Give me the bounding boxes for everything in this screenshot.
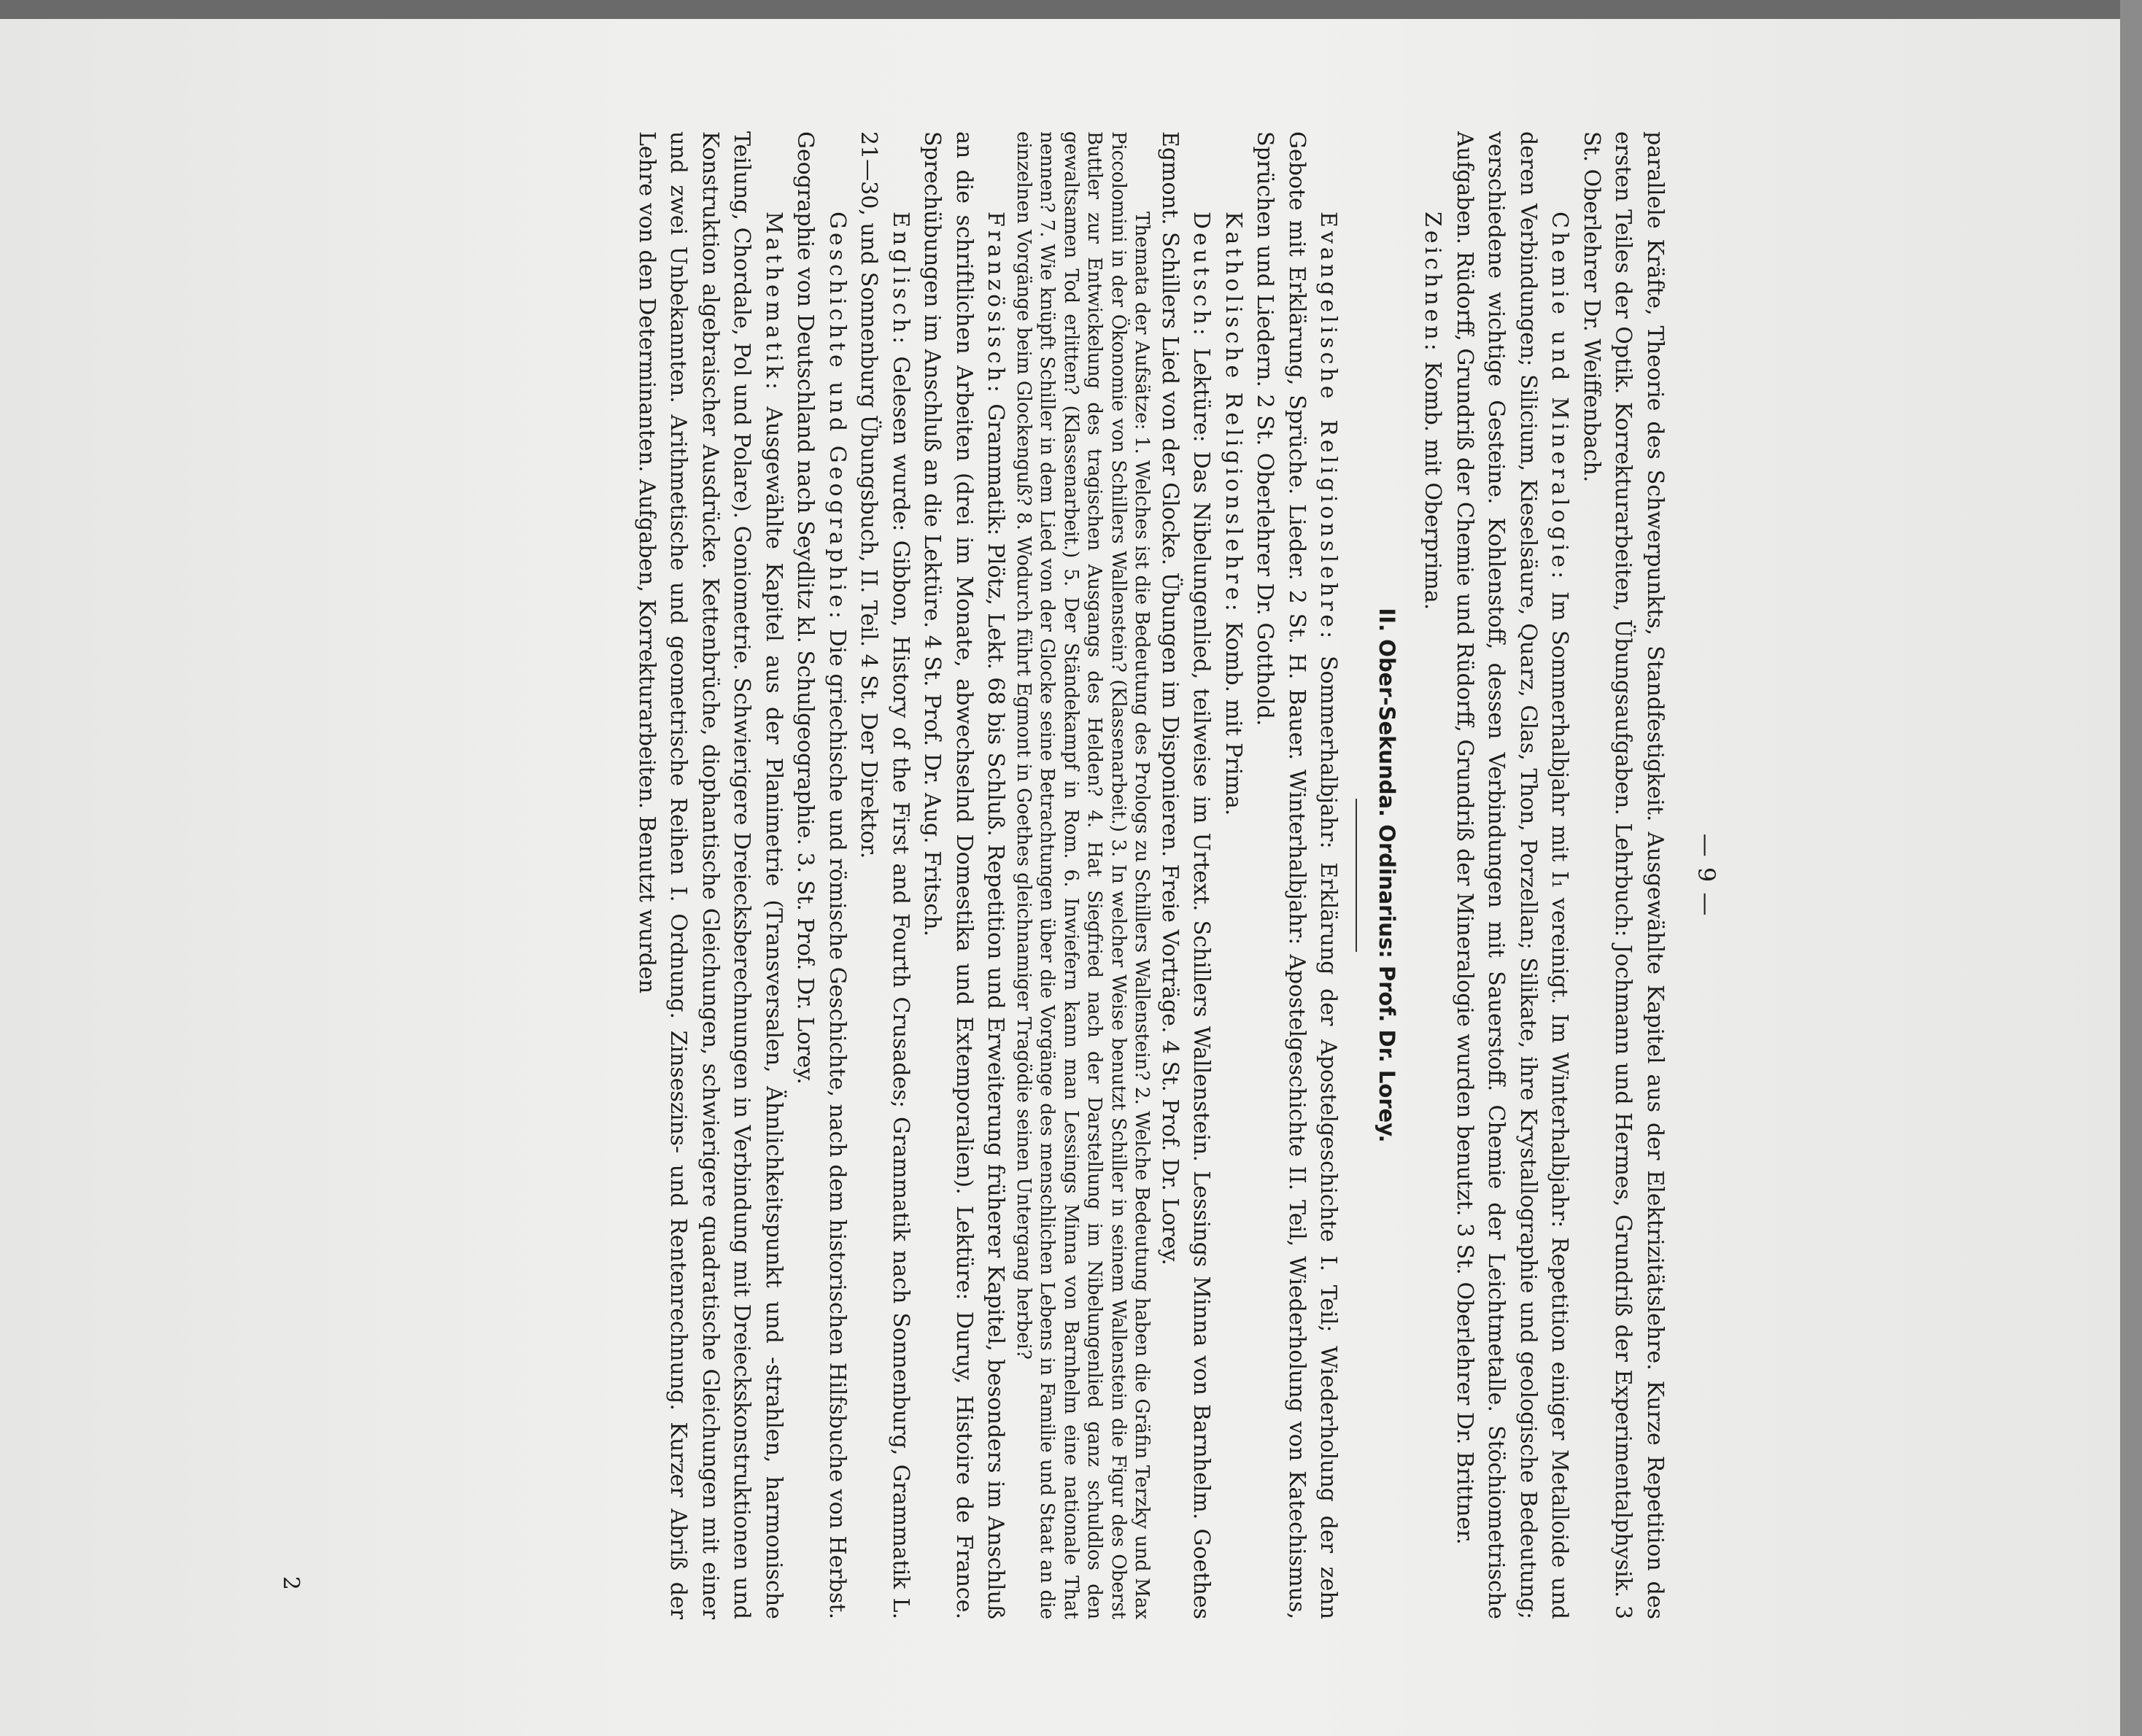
drawing-paragraph [1417,131,1449,1619]
german-text: Lektüre: Das Nibelungenlied, teilweise im Urtext. Schillers Wallenstein. Lessings Minna von Barnhelm. Goethes Egmont. Schillers Lied von der Glocke. Übungen im Disponieren. Freie Vorträge. 4 St. Prof. Dr. Lorey. [1157,131,1215,1619]
chemistry-label: Chemie und Mineralogie: [1547,212,1573,583]
french-text: Grammatik: Plötz, Lekt. 68 bis Schluß. Repetition und Erweiterung früherer Kapitel, besonders im Anschluß an die schriftlichen Arbeiten (drei im Monate, abwechselnd Domestika und Extemporalien). Lektüre: Duruy, Histoire de France. Sprechübungen im Anschluß an die Lektüre. 4 St. Prof. Dr. Aug. Fritsch. [919,131,1009,1619]
heading-rule [1356,799,1358,952]
french-label: Französisch: [983,212,1009,396]
drawing-label: Zeichnen: [1420,212,1446,354]
physics-paragraph: parallele Kräfte, Theorie des Schwerpunkts, Standfestigkeit. Ausgewählte Kapitel aus der Elektrizitätslehre. Kurze Repetition des ersten Teiles der Optik. Korrekturarbeiten, Übungsaufgaben. Lehrbuch: Jochmann und Hermes, Grundriß der Experimentalphysik. 3 St. Oberlehrer Dr. Weiffenbach. [1579,131,1668,1619]
history-geography-paragraph [789,131,853,1619]
page-body [631,131,1671,1619]
french-paragraph [916,131,1012,1619]
signature-mark: 2 [278,1576,303,1590]
essay-topics-paragraph: Themata der Aufsätze: 1. Welches ist die Bedeutung des Prologs zu Schillers Wallenstein? 2. Welche Bedeutung haben die Gräfin Terzky und Max Piccolomini in der Ökonomie von Schillers Wallenstein? (Klassenarbeit.) 3. In welcher Weise benutzt Schiller in seinem Wallenstein die Figur des Oberst Buttler zur Entwickelung des tragischen Ausgangs des Helden? 4. Hat Siegfried nach der Darstellung im Nibelungenlied ganz schuldlos den gewaltsamen Tod erlitten? (Klassenarbeit.) 5. Der Ständekampf in Rom. 6. Inwiefern kann man Lessings Minna von Barnhelm eine nationale That nennen? 7. Wie knüpft Schiller in dem Lied von der Glocke seine Betrachtungen über die Vorgänge des menschlichen Lebens in Familie und Staat an die einzelnen Vorgänge beim Glockenguß? 8. Wodurch führt Egmont in Goethes gleichnamiger Tragödie seinen Untergang herbei? [1013,131,1153,1619]
scan-border-right [2120,0,2142,1736]
page-number: — 9 — [1693,833,1720,918]
mathematics-text: Ausgewählte Kapitel aus der Planimetrie (Transversalen, Ähnlichkeitspunkt und -strahlen, harmonische Teilung, Chordale, Pol und Polare). Goniometrie. Schwierigere Dreiecksberechnungen in Verbindung mit Dreieckskonstruktionen und Konstruktion algebraischer Ausdrücke. Kettenbrüche, diophantische Gleichungen, schwierigere quadratische Gleichungen mit einer und zwei Unbekannten. Arithmetische und geometrische Reihen I. Ordnung. Zinseszins- und Rentenrechnung. Kurzer Abriß der Lehre von den Determinanten. Aufgaben, Korrekturarbeiten. Benutzt wurden [634,131,786,1619]
drawing-text: Komb. mit Oberprima. [1420,354,1446,611]
chemistry-text: Im Sommerhalbjahr mit I₁ vereinigt. Im Winterhalbjahr: Repetition einiger Metalloide und deren Verbindungen; Silicium, Kieselsäure, Quarz, Glas, Thon, Porzellan; Silikate, ihre Krystallographie und geologische Bedeutung; verschiedene wichtige Gesteine. Kohlenstoff, dessen Verbindungen mit Sauerstoff. Chemie der Leichtmetalle. Stöchiometrische Aufgaben. Rüdorff, Grundriß der Chemie und Rüdorff, Grundriß der Mineralogie wurden benutzt. 3 St. Oberlehrer Dr. Brittner. [1452,131,1573,1619]
mathematics-label: Mathematik: [761,212,786,394]
german-label: Deutsch: [1188,212,1215,339]
protestant-religion-paragraph [1249,131,1345,1619]
protestant-religion-label: Evangelische Religionslehre: [1315,212,1342,643]
history-geography-label: Geschichte und Geographie: [824,212,850,622]
english-paragraph [853,131,916,1619]
catholic-religion-paragraph [1218,131,1250,1619]
scan-border-top [0,0,2142,19]
chemistry-paragraph [1449,131,1576,1619]
english-text: Gelesen wurde: Gibbon, History of the First and Fourth Crusades; Grammatik nach Sonnenburg, Grammatik L. 21—30, und Sonnenburg Übungsbuch, II. Teil. 4 St. Der Direktor. [856,131,913,1619]
german-paragraph [1154,131,1218,1619]
mathematics-paragraph [631,131,790,1619]
history-geography-text: Die griechische und römische Geschichte, nach dem historischen Hilfsbuche von Herbst. Geographie von Deutschland nach Seydlitz kl. Schulgeographie. 3. St. Prof. Dr. Lorey. [792,131,850,1619]
protestant-religion-text: Sommerhalbjahr: Erklärung der Apostelgeschichte I. Teil; Wiederholung der zehn Gebote mit Erklärung, Sprüche. Lieder. 2 St. H. Bauer. Winterhalbjahr: Apostelgeschichte II. Teil, Wiederholung von Katechismus, Sprüchen und Liedern. 2 St. Oberlehrer Dr. Gotthold. [1252,131,1342,1619]
catholic-religion-label: Katholische Religionslehre: [1221,212,1246,615]
section-heading: II. Ober-Sekunda. Ordinarius: Prof. Dr. Lorey. [1374,608,1399,1143]
rotated-text-page [263,131,1722,1619]
catholic-religion-text: Komb. mit Prima. [1221,614,1246,816]
english-label: Englisch: [888,212,913,348]
